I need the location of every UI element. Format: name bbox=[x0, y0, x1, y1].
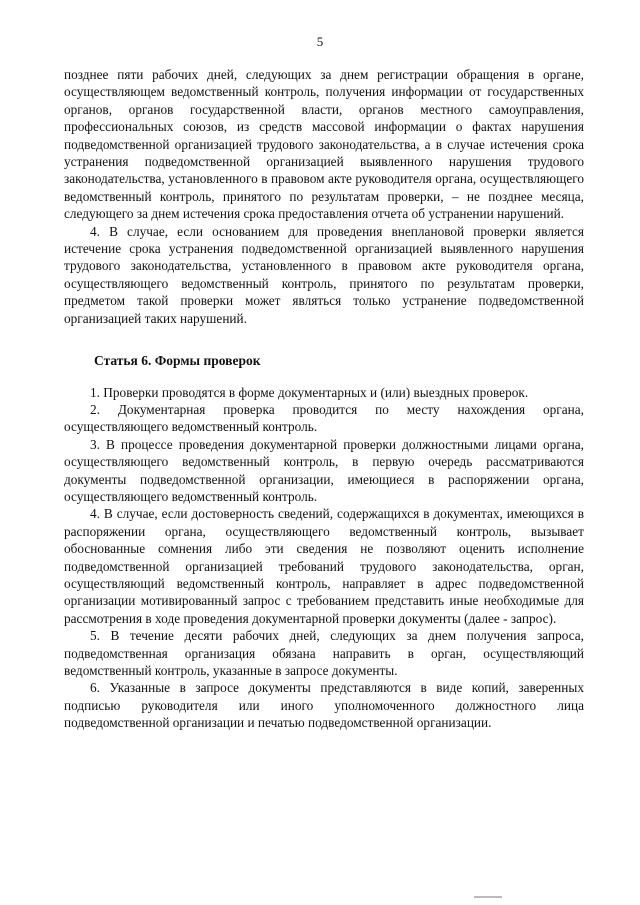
paragraph-article-item-5: 5. В течение десяти рабочих дней, следующих за днем получения запроса, подведомственная организация обязана направить в орган, осуществляющий ведомственный контроль, указанные в запросе документы. bbox=[64, 628, 584, 678]
article-heading: Статья 6. Формы проверок bbox=[94, 353, 261, 369]
paragraph-article-item-3: 3. В процессе проведения документарной проверки должностными лицами органа, осуществляющего ведомственный контроль, в первую очередь рассматриваются документы подведомственной организации, имеющиеся в распоряжении органа, осуществляющего ведомственный контроль. bbox=[64, 436, 584, 504]
paragraph-article-item-2: 2. Документарная проверка проводится по месту нахождения органа, осуществляющего ведомственный контроль. bbox=[64, 401, 584, 435]
paragraph-continuation: позднее пяти рабочих дней, следующих за днем регистрации обращения в органе, осуществляющем ведомственный контроль, получения информации от государственных органов, органов государственной власти, органов местного самоуправления, профессиональных союзов, из средств массовой информации о фактах нарушения подведомственной организацией трудового законодательства, а в случае истечения срока устранения подведомственной организацией выявленного нарушения трудового законодательства, установленного в правовом акте руководителя органа, осуществляющего ведомственный контроль, принятого по результатам проверки, – не позднее месяца, следующего за днем истечения срока предоставления отчета об устранении нарушений. bbox=[64, 67, 584, 222]
page-number: 5 bbox=[316, 34, 324, 49]
document-body bbox=[64, 66, 584, 732]
paragraph-article-item-6: 6. Указанные в запросе документы представляются в виде копий, заверенных подписью руководителя или иного уполномоченного должностного лица подведомственной организации и печатью подведомственной организации. bbox=[64, 680, 584, 731]
paragraph-article-item-4: 4. В случае, если достоверность сведений, содержащихся в документах, имеющихся в распоряжении органа, осуществляющего ведомственный контроль, вызывает обоснованные сомнения либо эти сведения не позволяют оценить исполнение подведомственной организацией требований трудового законодательства, орган, осуществляющий ведомственный контроль, направляет в адрес подведомственной организации мотивированный запрос с требованием представить иные необходимые для рассмотрения в ходе проведения документарной проверки документы (далее - запрос). bbox=[64, 506, 584, 626]
paragraph-article-item-1: 1. Проверки проводятся в форме документарных и (или) выездных проверок. bbox=[90, 384, 529, 400]
paragraph-item-4: 4. В случае, если основанием для проведения внеплановой проверки является истечение срока устранения подведомственной организацией выявленного нарушения трудового законодательства, установленного в правовом акте руководителя органа, осуществляющего ведомственный контроль, принятого по результатам проверки, предметом такой проверки может являться только устранение подведомственной организацией таких нарушений. bbox=[64, 223, 584, 326]
scan-artifact bbox=[474, 896, 502, 898]
